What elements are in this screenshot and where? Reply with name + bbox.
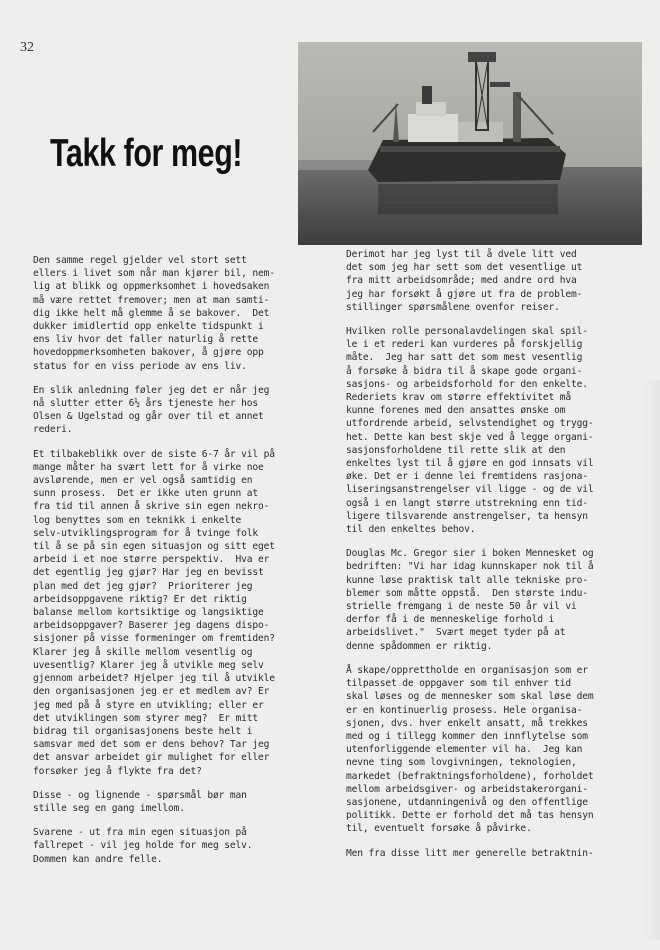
ship-image-icon <box>298 42 642 245</box>
paragraph: Disse - og lignende - spørsmål bør man stille seg en gang imellom. <box>33 789 247 814</box>
paragraph: Å skape/opprettholde en organisasjon som er tilpasset de oppgaver som til enhver tid skal løses og de mennesker som skal løse dem er en kontinuerlig prosess. Hele organisa- sjonen, dvs. hver enkelt ansatt, må trekkes med og i tillegg kommer den innflytelse som utenforliggende elementer vil ha. Jeg kan nevne ting som lovgivningen, teknologien, markedet (befraktningsforholdene), forholdet mellom arbeidsgiver- og arbeidstakerorgani- sasjonene, utdanningenivå og den offentlige politikk. Dette er forhold det må tas hensyn til, eventuelt forsøke å påvirke. <box>346 664 594 835</box>
paragraph: Hvilken rolle personalavdelingen skal spil- le i et rederi kan vurderes på forskjellig måte. Jeg har satt det som mest vesentlig å forsøke å bidra til å skape gode organi- sasjons- og arbeidsforhold for den enkelte. Rederiets krav om større effektivitet må kunne forenes med den ansattes ønske om utfordrende arbeid, selvstendighet og trygg- het. Dette kan best skje ved å legge organi- sasjonsforholdene til rette slik at den enkeltes lyst til å gjøre en god innsats vil øke. Det er i denne lei fremtidens rasjona- liseringsanstrengelser vil ligge - og de vil også i en langt større utstrekning enn tid- ligere tilsvarende anstrengelser, ta hensyn til den enkeltes behov. <box>346 326 594 536</box>
paragraph: Douglas Mc. Gregor sier i boken Mennesket og bedriften: "Vi har idag kunnskaper nok til å kunne løse praktisk talt alle tekniske pro- blemer som måtte oppstå. Den største indu- strielle fremgang i de neste 50 år vil vi derfor få i de menneskelige forhold i arbeidslivet." Svært meget tyder på at denne spådommen er riktig. <box>346 548 594 652</box>
right-column <box>346 248 638 871</box>
paragraph: Den samme regel gjelder vel stort sett ellers i livet som når man kjører bil, nem- lig at blikk og oppmerksomhet i hovedsaken må være rettet fremover; men at man samti- dig ikke helt må glemme å se bakover. Det dukker imidlertid opp enkelte tidspunkt i ens liv hvor det faller naturlig å rette hovedoppmerksomheten bakover, å gjøre opp status for en viss periode av ens liv. <box>33 255 275 372</box>
paragraph: Svarene - ut fra min egen situasjon på fallrepet - vil jeg holde for meg selv. Dommen kan andre felle. <box>33 827 253 865</box>
paragraph: Derimot har jeg lyst til å dvele litt ved det som jeg har sett som det vesentlige ut fra mitt arbeidsområde; med andre ord hva jeg har forsøkt å gjøre ut fra de problem- stillinger spørsmålene ovenfor reiser. <box>346 249 583 313</box>
paragraph: En slik anledning føler jeg det er når jeg nå slutter etter 6½ års tjeneste her hos Olsen & Ugelstad og går over til et annet rederi. <box>33 384 270 436</box>
paragraph: Et tilbakeblikk over de siste 6-7 år vil på mange måter ha svært lett for å virke noe avslørende, men er vel også samtidig en sunn prosess. Det er ikke uten grunn at fra tid til annen å skrive sin egen nekro- log benyttes som en teknikk i enkelte selv-utviklingsprogram for å tvinge folk til å se på sin egen situasjon og sitt eget arbeid i et noe større perspektiv. Hva er det egentlig jeg gjør? Har jeg en bevisst plan med det jeg gjør? Prioriterer jeg arbeidsoppgavene riktig? Er det riktig balanse mellom kortsiktige og langsiktige arbeidsoppgaver? Baserer jeg dagens dispo- sisjoner på visse formeninger om fremtiden? Klarer jeg å skille mellom vesentlig og uvesentlig? Klarer jeg å utvikle meg selv gjennom arbeidet? Hjelper jeg til å utvikle den organisasjonen jeg er et medlem av? Er jeg med på å styre en utvikling; eller er det utviklingen som styrer meg? Er mitt bidrag til organisasjonens beste helt i samsvar med det som er dens behov? Tar jeg det ansvar arbeidet gir mulighet for eller forsøker jeg å flykte fra det? <box>33 448 275 777</box>
article-title: Takk for meg! <box>50 132 243 175</box>
left-column <box>33 254 323 877</box>
page-edge-shadow <box>642 380 660 940</box>
ship-photo <box>298 42 642 245</box>
paragraph: Men fra disse litt mer generelle betraktnin- <box>346 847 594 859</box>
page-number: 32 <box>20 40 34 55</box>
